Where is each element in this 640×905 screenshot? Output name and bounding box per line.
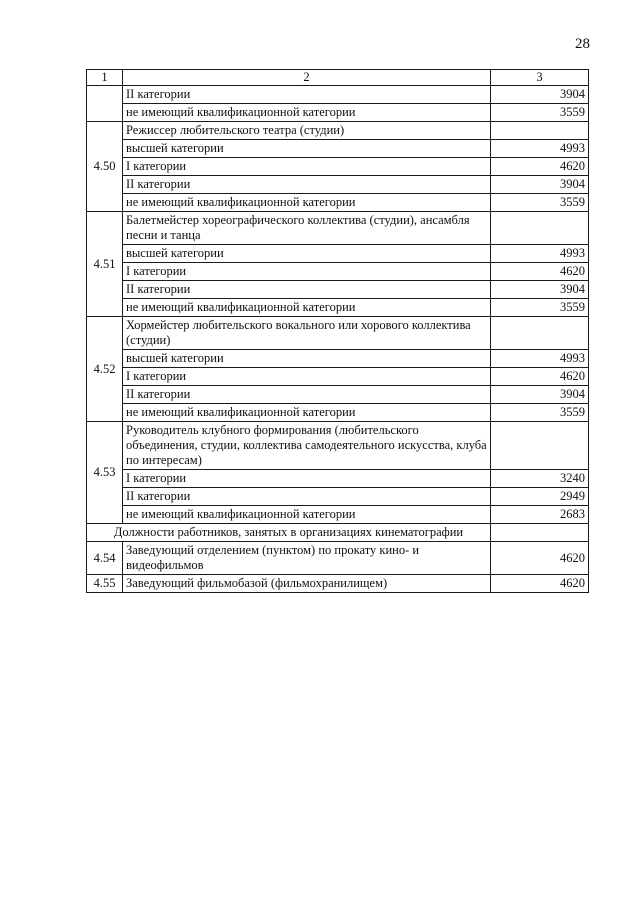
table-row	[87, 542, 589, 575]
salary-value: 3904	[491, 176, 589, 194]
table-row	[87, 350, 589, 368]
row-number: 4.50	[87, 122, 123, 212]
row-number: 4.54	[87, 542, 123, 575]
page-number: 28	[575, 36, 590, 52]
category-label: I категории	[123, 158, 491, 176]
category-label: II категории	[123, 488, 491, 506]
salary-value: 3559	[491, 104, 589, 122]
salary-table	[86, 69, 589, 593]
salary-value: 3904	[491, 281, 589, 299]
row-number: 4.52	[87, 317, 123, 422]
position-title: Балетмейстер хореографического коллектива (студии), ансамбля песни и танца	[123, 212, 491, 245]
salary-value: 3904	[491, 386, 589, 404]
section-title: Должности работников, занятых в организациях кинематографии	[87, 524, 491, 542]
salary-value: 4620	[491, 158, 589, 176]
table-row	[87, 575, 589, 593]
row-number: 4.53	[87, 422, 123, 524]
category-label: высшей категории	[123, 350, 491, 368]
table-row	[87, 317, 589, 350]
salary-value: 4993	[491, 245, 589, 263]
salary-value: 3559	[491, 299, 589, 317]
position-title: Заведующий отделением (пунктом) по прокату кино- и видеофильмов	[123, 542, 491, 575]
row-number	[87, 86, 123, 122]
table-row	[87, 194, 589, 212]
category-label: не имеющий квалификационной категории	[123, 404, 491, 422]
table-row	[87, 263, 589, 281]
salary-value: 3240	[491, 470, 589, 488]
salary-value	[491, 122, 589, 140]
salary-value: 3904	[491, 86, 589, 104]
category-label: не имеющий квалификационной категории	[123, 194, 491, 212]
column-header-3: 3	[491, 70, 589, 86]
column-header-2: 2	[123, 70, 491, 86]
category-label: не имеющий квалификационной категории	[123, 299, 491, 317]
table-row	[87, 140, 589, 158]
table-row	[87, 299, 589, 317]
row-number: 4.51	[87, 212, 123, 317]
category-label: II категории	[123, 281, 491, 299]
salary-value: 4620	[491, 575, 589, 593]
row-number: 4.55	[87, 575, 123, 593]
table-row	[87, 212, 589, 245]
position-title: Режиссер любительского театра (студии)	[123, 122, 491, 140]
salary-value: 4993	[491, 350, 589, 368]
table-row	[87, 281, 589, 299]
table-row	[87, 158, 589, 176]
empty-cell	[491, 524, 589, 542]
table-row	[87, 470, 589, 488]
category-label: II категории	[123, 86, 491, 104]
table-row	[87, 422, 589, 470]
category-label: не имеющий квалификационной категории	[123, 104, 491, 122]
table-row	[87, 386, 589, 404]
position-title: Заведующий фильмобазой (фильмохранилищем)	[123, 575, 491, 593]
position-title: Руководитель клубного формирования (любительского объединения, студии, коллектива самодеятельного искусства, клуба по интересам)	[123, 422, 491, 470]
salary-value	[491, 317, 589, 350]
section-row	[87, 524, 589, 542]
category-label: II категории	[123, 176, 491, 194]
salary-value	[491, 212, 589, 245]
salary-value: 4620	[491, 263, 589, 281]
salary-value	[491, 422, 589, 470]
column-header-1: 1	[87, 70, 123, 86]
table-row	[87, 506, 589, 524]
salary-value: 4620	[491, 368, 589, 386]
table-row	[87, 104, 589, 122]
salary-value: 4993	[491, 140, 589, 158]
table-row	[87, 488, 589, 506]
table-header-row	[87, 70, 589, 86]
table-row	[87, 368, 589, 386]
table-row	[87, 176, 589, 194]
category-label: I категории	[123, 470, 491, 488]
category-label: I категории	[123, 368, 491, 386]
category-label: высшей категории	[123, 245, 491, 263]
salary-value: 3559	[491, 194, 589, 212]
salary-value: 2683	[491, 506, 589, 524]
table-row	[87, 122, 589, 140]
table-row	[87, 245, 589, 263]
category-label: I категории	[123, 263, 491, 281]
category-label: II категории	[123, 386, 491, 404]
salary-value: 4620	[491, 542, 589, 575]
salary-value: 2949	[491, 488, 589, 506]
table-row	[87, 404, 589, 422]
category-label: высшей категории	[123, 140, 491, 158]
position-title: Хормейстер любительского вокального или хорового коллектива (студии)	[123, 317, 491, 350]
table-row	[87, 86, 589, 104]
salary-value: 3559	[491, 404, 589, 422]
category-label: не имеющий квалификационной категории	[123, 506, 491, 524]
